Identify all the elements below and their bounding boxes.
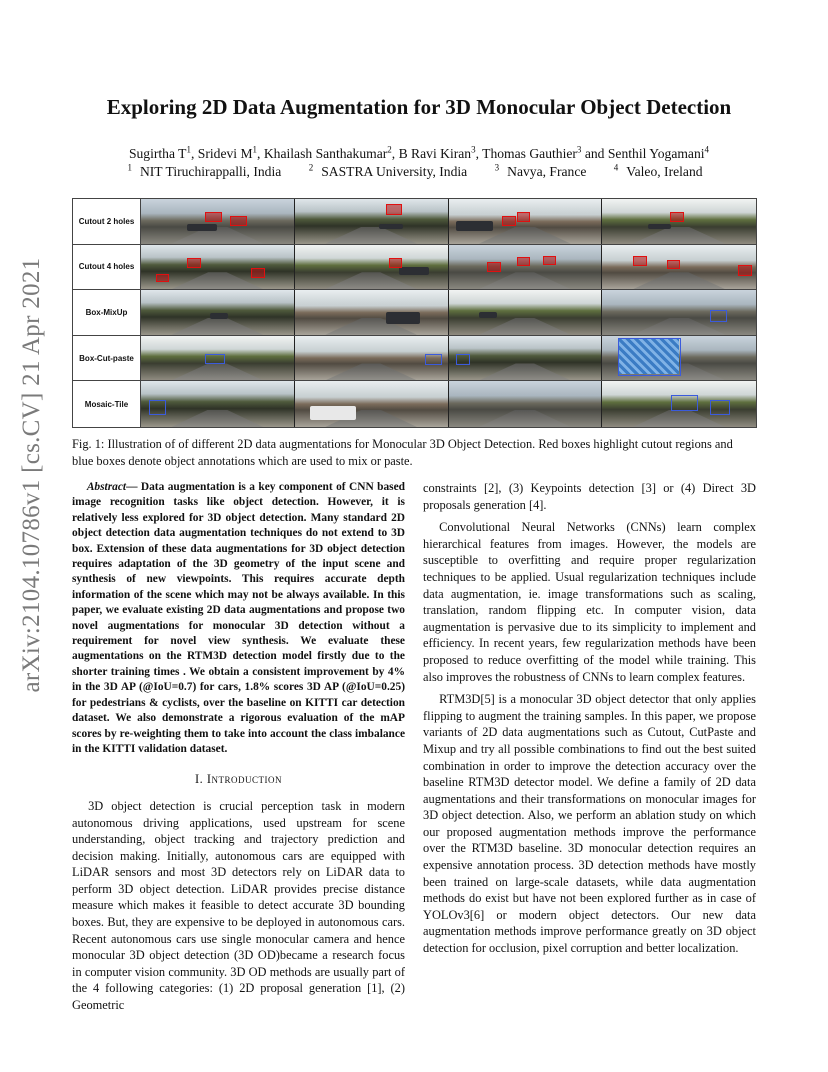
row-label-cutout-4: Cutout 4 holes	[73, 245, 141, 291]
image-row-cutout-2	[141, 199, 756, 245]
scene-image	[602, 199, 756, 244]
figure-augmentation-grid	[72, 198, 757, 428]
scene-image	[295, 245, 449, 290]
row-label-box-mixup: Box-MixUp	[73, 290, 141, 336]
scene-image	[295, 381, 449, 427]
scene-image	[295, 290, 449, 335]
scene-image	[295, 199, 449, 244]
image-row-mosaic-tile	[141, 381, 756, 427]
arxiv-stamp-text: arXiv:2104.10786v1 [cs.CV] 21 Apr 2021	[18, 257, 45, 693]
abstract	[72, 480, 405, 757]
paragraph-cnn: Convolutional Neural Networks (CNNs) learn complex hierarchical features from images. However, the models are susceptible to overfitting and require proper regularization techniques to be applied. Usual regularization techniques include data augmentation, ie. image transformations such as scaling, translation, random flipping etc. In computer vision, data augmentation is pervasive due to its simplicity to implement and efficiency. In recent years, few regularization methods have been proposed to reduce overfitting of the model while training. This also improves the robustness of CNNs to learn complex features.	[423, 520, 756, 684]
column-right	[423, 480, 756, 963]
author: Thomas Gauthier$^3$ and	[482, 144, 608, 161]
affiliation: $^2$ SASTRA University, India	[308, 162, 468, 179]
author: B Ravi Kiran$^3$,	[398, 144, 483, 161]
author: Sugirtha $T^1$,	[128, 144, 198, 161]
scene-image	[141, 245, 295, 290]
author-list	[60, 146, 778, 162]
paragraph-rtm3d: RTM3D[5] is a monocular 3D object detector that only applies flipping to augment the training samples. In this paper, we propose variants of 2D data augmentations such as Cutout, CutPaste and Mixup and try all possible combinations to find out the best suited combination in order to improve the detection accuracy over the baseline RTM3D detector model. We define a family of 2D data augmentations and their transformations on monocular images for 3D object detection. Also, we perform an ablation study on which our proposed augmentation methods improve the performance over the RTM3D baseline. 3D monocular detection requires an expensive annotation process. 3D detection methods have mostly been trained on large-scale datasets, while data augmentation methods do exist but have not been explored further as in case of YOLOv3[6] or modern object detectors. Our new data augmentation methods improve performance greatly on 3D object detection for occlusion, pixel corruption and better localization.	[423, 692, 756, 956]
scene-image	[449, 199, 603, 244]
column-left	[72, 480, 405, 1020]
scene-image	[449, 245, 603, 290]
paper-title: Exploring 2D Data Augmentation for 3D Monocular Object Detection	[106, 95, 732, 119]
image-row-box-mixup	[141, 290, 756, 336]
scene-image	[602, 381, 756, 427]
scene-image	[141, 290, 295, 335]
affiliation: $^1$ NIT Tiruchirappalli, India	[127, 162, 282, 179]
abstract-lead: Abstract	[86, 481, 127, 493]
scene-image	[602, 245, 756, 290]
section-heading-introduction: I. Introduction	[195, 772, 282, 787]
row-label-box-cut-paste: Box-Cut-paste	[73, 336, 141, 382]
scene-image	[449, 336, 603, 381]
scene-image	[602, 290, 756, 335]
affiliation: $^3$ Navya, France	[494, 162, 587, 179]
scene-image	[602, 336, 756, 381]
paragraph-continuation: constraints [2], (3) Keypoints detection [3] or (4) Direct 3D proposals generation [4].	[423, 481, 756, 512]
arxiv-stamp	[12, 240, 52, 710]
figure-caption: Fig. 1: Illustration of of different 2D data augmentations for Monocular 3D Object Detection. Red boxes highlight cutout regions and blue boxes denote object annotations which are used to mix or paste.	[72, 437, 733, 468]
row-label-cutout-2: Cutout 2 holes	[73, 199, 141, 245]
affiliation: $^4$ Valeo, Ireland	[613, 162, 703, 179]
scene-image	[295, 336, 449, 381]
row-label-mosaic-tile: Mosaic-Tile	[73, 381, 141, 427]
abstract-text: — Data augmentation is a key component of CNN based image recognition tasks like object detection. However, it is relatively less explored for 3D object detection. Many standard 2D object detection data augmentation techniques do not extend to 3D box. Extension of these data augmentations for 3D object detection requires adaptation of the 3D geometry of the input scene and synthesis of new viewpoints. This requires accurate depth information of the scene which may not be always available. In this paper, we evaluate existing 2D data augmentations and propose two novel augmentations for monocular 3D detection without a requirement for novel view synthesis. We evaluate these augmentations on the RTM3D detection model firstly due to the shorter training times . We obtain a consistent improvement by 4% in the 3D AP (@IoU=0.7) for cars, 1.8% scores 3D AP (@IoU=0.25) for pedestrians & cyclists, over the baseline on KITTI car detection dataset. We also demonstrate a rigorous evaluation of the mAP scores by re-weighting them to take into account the class imbalance in the KITTI validation dataset.	[72, 481, 405, 755]
paragraph-intro: 3D object detection is crucial perception task in modern autonomous driving applications, used upstream for scene understanding, object tracking and trajectory prediction and decision making. Initially, autonomous cars are equipped with LiDAR sensors and most 3D detectors rely on LiDAR data to perform 3D object detection. LiDAR provides precise distance measure which makes it feasible to detect accurate 3D bounding boxes. But, they are expensive to be deployed in autonomous cars. Recent autonomous cars use single monocular camera and hence monocular 3D object detection (3D OD)became a research focus in computer vision community. 3D OD methods are usually part of the 4 following categories: (1) 2D proposal generation [1], (2) Geometric	[72, 798, 405, 1013]
scene-image	[141, 199, 295, 244]
author: Khailash Santhakumar$^2$,	[263, 144, 399, 161]
author: Senthil Yogamani$^4$	[607, 144, 710, 161]
scene-image	[141, 381, 295, 427]
scene-image	[449, 290, 603, 335]
image-row-cutout-4	[141, 245, 756, 291]
scene-image	[449, 381, 603, 427]
affiliation-list	[60, 164, 778, 180]
scene-image	[141, 336, 295, 381]
image-row-box-cut-paste	[141, 336, 756, 382]
author: Sridevi $M^1$,	[197, 144, 264, 161]
